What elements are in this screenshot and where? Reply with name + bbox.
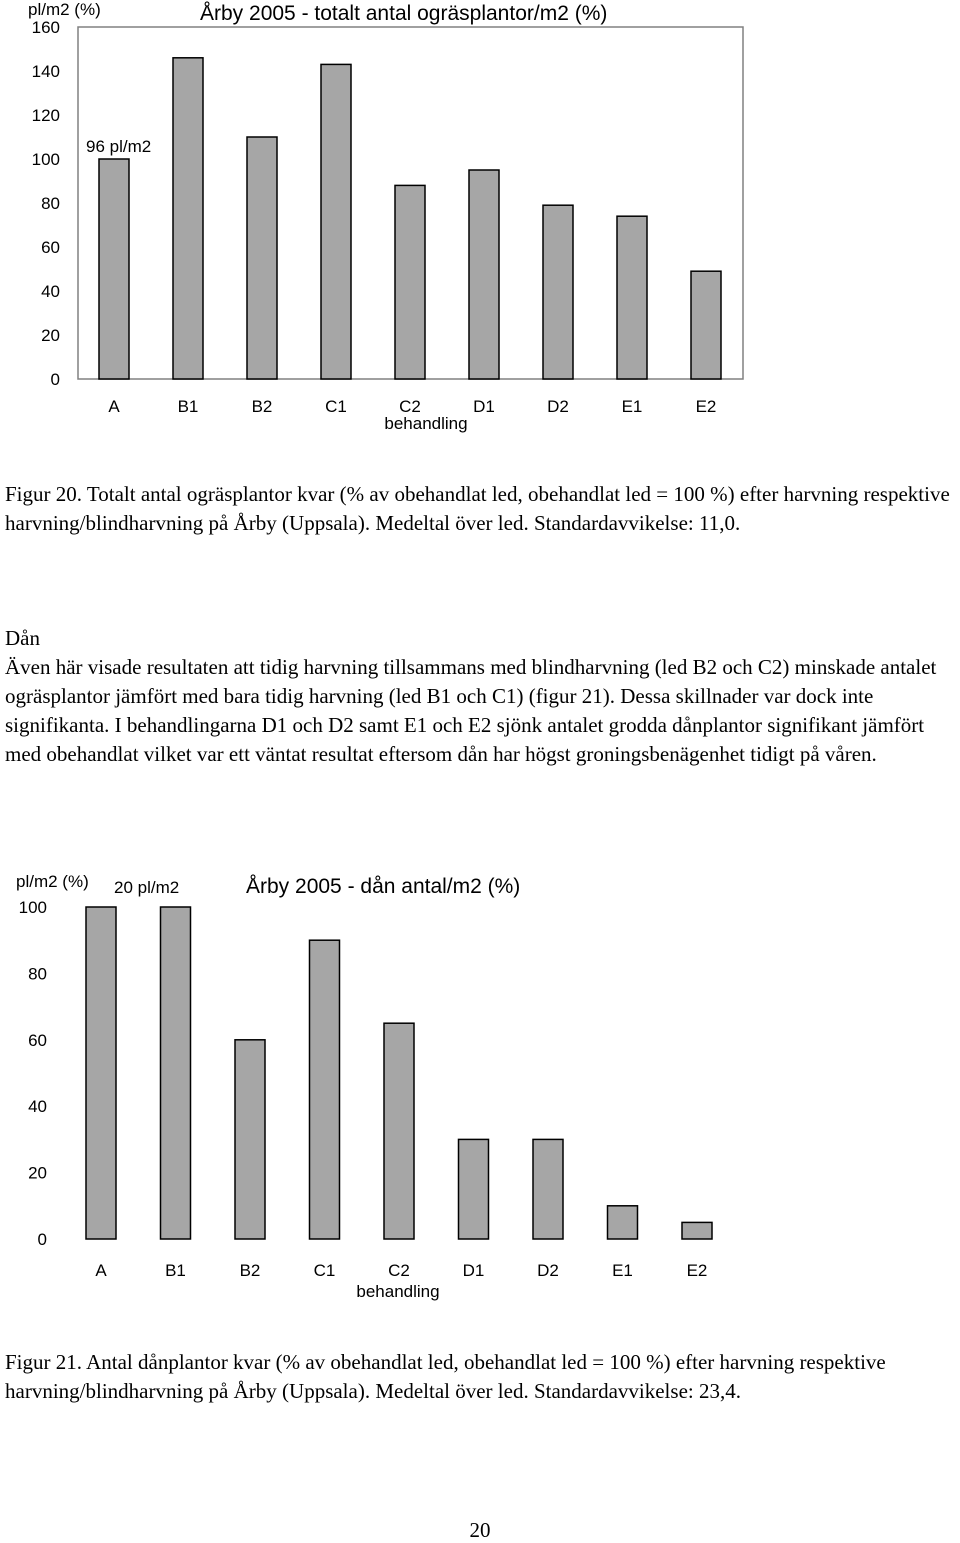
y-tick-label: 60 <box>41 238 60 257</box>
y-tick-label: 0 <box>37 1230 47 1249</box>
y-tick-label: 20 <box>28 1163 47 1183</box>
bar-d2 <box>543 205 573 379</box>
bar-c1 <box>321 64 351 379</box>
x-tick-label: B2 <box>239 1261 261 1280</box>
x-tick-label: E1 <box>612 1261 633 1280</box>
x-tick-label: D1 <box>473 397 495 416</box>
x-tick-label: E1 <box>621 397 643 416</box>
figure-21-caption: Figur 21. Antal dånplantor kvar (% av obehandlat led, obehandlat led = 100 %) efter harvning respektive harvning/blindharvning på Årby (Uppsala). Medeltal över led. Standardavvikelse: 23,4. <box>5 1350 886 1403</box>
x-tick-label: D1 <box>462 1261 485 1280</box>
y-tick-label: 60 <box>28 1030 47 1050</box>
page-number: 20 <box>469 1518 491 1542</box>
x-tick-label: A <box>95 1261 107 1280</box>
bar-c1 <box>310 940 340 1239</box>
bar-b1 <box>173 58 203 379</box>
bar-e2 <box>682 1222 712 1239</box>
x-tick-label: C1 <box>325 397 347 416</box>
x-tick-label: A <box>108 397 120 416</box>
bar-e2 <box>691 271 721 379</box>
bar-d1 <box>469 170 499 379</box>
y-tick-label: 40 <box>28 1097 47 1117</box>
bar-d2 <box>533 1139 563 1239</box>
bar-d1 <box>459 1139 489 1239</box>
section-body: Även här visade resultaten att tidig harvning tillsammans med blindharvning (led B2 och C2) minskade antalet ogräsplantor jämfört med bara tidig harvning (led B1 och C1) (figur 21). Dessa skillnader var dock inte signifikanta. I behandlingarna D1 och D2 samt E1 och E2 sjönk antalet grodda dånplantor signifikant jämfört med obehandlat vilket var ett väntat resultat eftersom dån har högst groningsbenägenhet tidigt på våren. <box>5 655 937 766</box>
y-tick-label: 40 <box>41 282 60 301</box>
bar-a <box>99 159 129 379</box>
chart-title: Årby 2005 - totalt antal ogräsplantor/m2 (%) <box>200 2 608 25</box>
weed-total-chart <box>0 0 960 440</box>
x-tick-label: B1 <box>165 1261 186 1280</box>
y-tick-label: 80 <box>41 194 60 213</box>
figure-20-caption: Figur 20. Totalt antal ogräsplantor kvar (% av obehandlat led, obehandlat led = 100 %) efter harvning respektive harvning/blindharvning på Årby (Uppsala). Medeltal över led. Standardavvikelse: 11,0. <box>5 482 950 535</box>
chart-y-unit-label: pl/m2 (%) <box>28 0 101 19</box>
chart-title: Årby 2005 - dån antal/m2 (%) <box>246 875 521 898</box>
chart-annotation: 20 pl/m2 <box>114 878 180 897</box>
x-tick-label: B1 <box>177 397 199 416</box>
dan-chart <box>0 860 960 1310</box>
x-tick-label: C2 <box>388 1261 410 1280</box>
section-dan <box>5 624 955 769</box>
x-tick-label: E2 <box>686 1261 708 1280</box>
bar-c2 <box>395 185 425 379</box>
x-tick-label: C1 <box>313 1261 336 1280</box>
bar-c2 <box>384 1023 414 1239</box>
section-heading: Dån <box>5 626 40 650</box>
x-tick-label: E2 <box>695 397 717 416</box>
y-tick-label: 160 <box>31 18 60 37</box>
y-tick-label: 20 <box>41 326 60 345</box>
bar-b2 <box>247 137 277 379</box>
y-tick-label: 140 <box>31 62 60 81</box>
bar-e1 <box>617 216 647 379</box>
x-tick-label: C2 <box>399 397 421 416</box>
x-tick-label: B2 <box>251 397 273 416</box>
y-tick-label: 100 <box>31 150 60 169</box>
chart-x-axis-label: behandling <box>384 414 468 433</box>
x-tick-label: D2 <box>537 1261 559 1280</box>
chart-x-axis-label: behandling <box>356 1282 440 1301</box>
bar-b2 <box>235 1040 265 1239</box>
bar-a <box>86 907 116 1239</box>
x-tick-label: D2 <box>547 397 569 416</box>
y-tick-label: 100 <box>18 898 47 917</box>
chart-annotation: 96 pl/m2 <box>86 137 152 156</box>
bar-b1 <box>161 907 191 1239</box>
chart-y-unit-label: pl/m2 (%) <box>16 872 89 891</box>
y-tick-label: 80 <box>28 964 47 984</box>
y-tick-label: 0 <box>50 370 60 389</box>
bar-e1 <box>608 1206 638 1239</box>
y-tick-label: 120 <box>31 106 60 125</box>
